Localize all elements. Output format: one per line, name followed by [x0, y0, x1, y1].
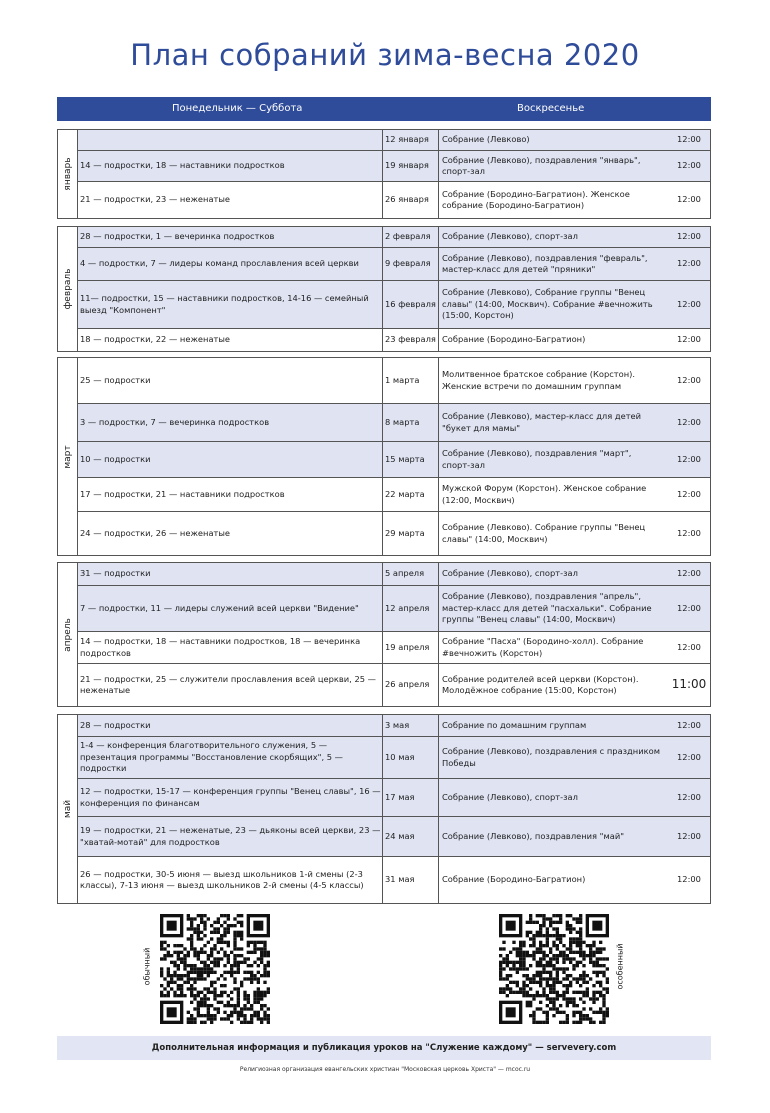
table-row — [78, 632, 710, 664]
sunday-date: 8 марта — [383, 404, 439, 441]
month-block-march — [57, 357, 711, 556]
event-time: 12:00 — [677, 488, 701, 499]
table-row — [78, 737, 710, 779]
month-block-february — [57, 226, 711, 352]
sunday-event: Собрание (Левково), поздравления "май" — [442, 830, 625, 841]
sunday-header: Воскресенье — [517, 103, 585, 114]
sunday-event: Собрание родителей всей церкви (Корстон). Молодёжное собрание (15:00, Корстон) — [442, 673, 639, 695]
event-time: 11:00 — [671, 677, 707, 692]
sunday-date: 31 мая — [383, 857, 439, 903]
month-label: январь — [58, 130, 78, 218]
sunday-event: Собрание (Левково), Собрание группы "Венец славы" (14:00, Москвич). Собрание #вечножить (15:00, Корстон) — [442, 287, 653, 321]
table-row — [78, 151, 710, 182]
month-label: май — [58, 715, 78, 903]
sunday-date: 5 апреля — [383, 563, 439, 585]
sunday-event: Мужской Форум (Корстон). Женское собрание (12:00, Москвич) — [442, 483, 647, 505]
event-time: 12:00 — [677, 453, 701, 464]
table-row — [78, 563, 710, 586]
sunday-event: Собрание (Левково), поздравления "апрель", мастер-класс для детей "пасхальки". Собрание группы "Венец славы" (14:00, Москвич) — [442, 591, 652, 625]
event-time: 12:00 — [677, 298, 701, 309]
sunday-date: 10 мая — [383, 737, 439, 778]
month-label: февраль — [58, 227, 78, 351]
week-events: 26 — подростки, 30-5 июня — выезд школьников 1-й смены (2-3 классы), 7-13 июня — выезд школьников 2-й смены (4-5 классы) — [78, 857, 383, 903]
qr-code-special[interactable] — [499, 914, 609, 1024]
sunday-date: 26 апреля — [383, 664, 439, 706]
sunday-date: 12 января — [383, 130, 439, 150]
event-time: 12:00 — [677, 830, 701, 841]
event-time: 12:00 — [677, 258, 701, 269]
week-events: 21 — подростки, 23 — неженатые — [78, 182, 383, 218]
week-events: 7 — подростки, 11 — лидеры служений всей церкви "Видение" — [78, 586, 383, 631]
table-row — [78, 358, 710, 404]
sunday-date: 3 мая — [383, 715, 439, 736]
table-row — [78, 442, 710, 478]
qr-right-label: особенный — [615, 943, 625, 990]
event-time: 12:00 — [677, 602, 701, 613]
week-events: 19 — подростки, 21 — неженатые, 23 — дьяконы всей церкви, 23 — "хватай-мотай" для подростков — [78, 817, 383, 856]
sunday-event: Собрание (Левково), спорт-зал — [442, 231, 578, 242]
sunday-event: Собрание (Левково), поздравления "январь", спорт-зал — [442, 154, 641, 176]
event-time: 12:00 — [677, 751, 701, 762]
table-row — [78, 130, 710, 151]
weekdays-header: Понедельник — Суббота — [172, 103, 303, 114]
sunday-date: 12 апреля — [383, 586, 439, 631]
sunday-event: Собрание (Левково), спорт-зал — [442, 791, 578, 802]
table-row — [78, 664, 710, 706]
table-row — [78, 478, 710, 512]
week-events: 14 — подростки, 18 — наставники подростков — [78, 151, 383, 181]
sunday-event: Собрание (Бородино-Багратион) — [442, 334, 586, 345]
sunday-event: Собрание по домашним группам — [442, 719, 587, 730]
qr-left-label: обычный — [142, 947, 152, 986]
sunday-event: Собрание (Левково), спорт-зал — [442, 568, 578, 579]
sunday-date: 19 апреля — [383, 632, 439, 663]
sunday-event: Молитвенное братское собрание (Корстон). Женские встречи по домашним группам — [442, 369, 636, 391]
table-row — [78, 329, 710, 351]
table-row — [78, 779, 710, 817]
event-time: 12:00 — [677, 374, 701, 385]
month-label: март — [58, 358, 78, 555]
event-time: 12:00 — [677, 231, 701, 242]
table-row — [78, 281, 710, 329]
sunday-date: 29 марта — [383, 512, 439, 555]
event-time: 12:00 — [677, 874, 701, 885]
table-row — [78, 715, 710, 737]
table-row — [78, 182, 710, 218]
week-events: 12 — подростки, 15-17 — конференция группы "Венец славы", 16 — конференция по финансам — [78, 779, 383, 816]
qr-code-regular[interactable] — [160, 914, 270, 1024]
week-events: 4 — подростки, 7 — лидеры команд прославления всей церкви — [78, 248, 383, 280]
event-time: 12:00 — [677, 527, 701, 538]
event-time: 12:00 — [677, 641, 701, 652]
sunday-date: 23 февраля — [383, 329, 439, 351]
footer-info-bar: Дополнительная информация и публикация уроков на "Служение каждому" — servevery.com — [57, 1036, 711, 1060]
event-time: 12:00 — [677, 416, 701, 427]
sunday-date: 9 февраля — [383, 248, 439, 280]
week-events: 11— подростки, 15 — наставники подростков, 14-16 — семейный выезд "Компонент" — [78, 281, 383, 328]
week-events: 28 — подростки, 1 — вечеринка подростков — [78, 227, 383, 247]
week-events: 17 — подростки, 21 — наставники подростков — [78, 478, 383, 511]
week-events: 3 — подростки, 7 — вечеринка подростков — [78, 404, 383, 441]
week-events: 21 — подростки, 25 — служители прославления всей церкви, 25 — неженатые — [78, 664, 383, 706]
sunday-date: 19 января — [383, 151, 439, 181]
week-events: 24 — подростки, 26 — неженатые — [78, 512, 383, 555]
week-events: 31 — подростки — [78, 563, 383, 585]
sunday-event: Собрание (Левково). Собрание группы "Венец славы" (14:00, Москвич) — [442, 522, 646, 544]
sunday-event: Собрание "Пасха" (Бородино-холл). Собрание #вечножить (Корстон) — [442, 636, 644, 658]
event-time: 12:00 — [677, 791, 701, 802]
week-events: 1-4 — конференция благотворительного служения, 5 — презентация программы "Восстановление скорбящих", 5 — подростки — [78, 737, 383, 778]
week-events: 25 — подростки — [78, 358, 383, 403]
table-row — [78, 248, 710, 281]
week-events: 28 — подростки — [78, 715, 383, 736]
sunday-event: Собрание (Левково), поздравления "февраль", мастер-класс для детей "пряники" — [442, 252, 648, 274]
month-block-april — [57, 562, 711, 707]
sunday-event: Собрание (Левково), мастер-класс для детей "букет для мамы" — [442, 411, 642, 433]
event-time: 12:00 — [677, 334, 701, 345]
footer-organization: Религиозная организация евангельских христиан "Московская церковь Христа" — mcoc.ru — [239, 1066, 531, 1073]
page-title: План собраний зима-весна 2020 — [130, 38, 640, 72]
week-events — [78, 130, 383, 150]
sunday-event: Собрание (Бородино-Багратион) — [442, 874, 586, 885]
sunday-date: 2 февраля — [383, 227, 439, 247]
table-header — [57, 97, 711, 121]
sunday-event: Собрание (Левково), поздравления "март", спорт-зал — [442, 448, 632, 470]
week-events: 14 — подростки, 18 — наставники подростков, 18 — вечеринка подростков — [78, 632, 383, 663]
event-time: 12:00 — [677, 719, 701, 730]
sunday-date: 17 мая — [383, 779, 439, 816]
event-time: 12:00 — [677, 568, 701, 579]
sunday-event: Собрание (Бородино-Багратион). Женское собрание (Бородино-Багратион) — [442, 188, 630, 210]
month-block-january — [57, 129, 711, 219]
table-row — [78, 817, 710, 857]
event-time: 12:00 — [677, 194, 701, 205]
sunday-event: Собрание (Левково), поздравления с праздником Победы — [442, 746, 660, 768]
table-row — [78, 512, 710, 555]
table-row — [78, 586, 710, 632]
event-time: 12:00 — [677, 134, 701, 145]
sunday-date: 15 марта — [383, 442, 439, 477]
sunday-event: Собрание (Левково) — [442, 134, 530, 145]
week-events: 10 — подростки — [78, 442, 383, 477]
sunday-date: 1 марта — [383, 358, 439, 403]
table-row — [78, 227, 710, 248]
sunday-date: 16 февраля — [383, 281, 439, 328]
table-row — [78, 857, 710, 903]
week-events: 18 — подростки, 22 — неженатые — [78, 329, 383, 351]
sunday-date: 26 января — [383, 182, 439, 218]
sunday-date: 24 мая — [383, 817, 439, 856]
sunday-date: 22 марта — [383, 478, 439, 511]
month-label: апрель — [58, 563, 78, 706]
table-row — [78, 404, 710, 442]
month-block-may — [57, 714, 711, 904]
event-time: 12:00 — [677, 160, 701, 171]
